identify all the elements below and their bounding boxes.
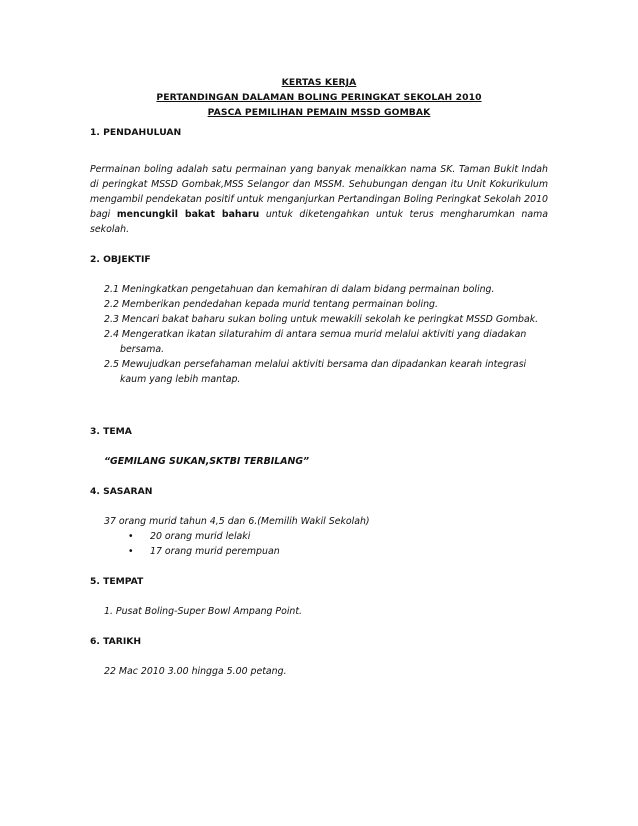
objektif-list [90,282,548,387]
objektif-item: 2.3 Mencari bakat baharu sukan boling untuk mewakili sekolah ke peringkat MSSD Gombak. [104,314,539,325]
section-heading-sasaran: 4. SASARAN [90,486,153,497]
sasaran-bullet-item [90,529,548,544]
tarikh-text: 22 Mac 2010 3.00 hingga 5.00 petang. [104,666,287,677]
sasaran-bullet-text: 20 orang murid lelaki [150,531,251,542]
title-line-3: PASCA PEMILIHAN PEMAIN MSSD GOMBAK [207,107,431,118]
tempat-text: 1. Pusat Boling-Super Bowl Ampang Point. [104,606,303,617]
objektif-item: 2.2 Memberikan pendedahan kepada murid tentang permainan boling. [104,299,438,310]
objektif-item: 2.5 Mewujudkan persefahaman melalui aktiviti bersama dan dipadankan kearah integrasi kaum yang lebih mantap. [104,359,527,385]
sasaran-bullet-text: 17 orang murid perempuan [150,546,280,557]
document-content [90,125,548,679]
title-line-1: KERTAS KERJA [281,77,357,88]
objektif-item: 2.4 Mengeratkan ikatan silaturahim di antara semua murid melalui aktiviti yang diadakan bersama. [104,329,527,355]
objektif-item: 2.1 Meningkatkan pengetahuan dan kemahiran di dalam bidang permainan boling. [104,284,495,295]
pendahuluan-text-1: Permainan boling adalah satu permainan yang banyak menaikkan nama SK. Taman Bukit Indah di peringkat MSSD Gombak,MSS Selangor dan MSSM. Sehubungan dengan itu Unit Kokurikulum mengambil pendekatan positif untuk menganjurkan Pertandingan Boling Peringkat Sekolah 2010 bagi [90,164,548,220]
tema-text: “GEMILANG SUKAN,SKTBI TERBILANG” [104,456,310,467]
sasaran-bullets [90,529,548,559]
section-heading-objektif: 2. OBJEKTIF [90,254,151,265]
sasaran-intro: 37 orang murid tahun 4,5 dan 6.(Memilih Wakil Sekolah) [104,516,370,527]
section-heading-tema: 3. TEMA [90,426,132,437]
pendahuluan-text-2: untuk diketengahkan untuk terus mengharumkan nama sekolah. [90,209,548,235]
section-heading-tempat: 5. TEMPAT [90,576,144,587]
bullet-icon: • [128,546,134,557]
pendahuluan-paragraph [90,162,548,237]
title-block [90,75,548,120]
pendahuluan-bold-text: mencungkil bakat baharu [116,209,260,220]
bullet-icon: • [128,531,134,542]
sasaran-bullet-item [90,544,548,559]
section-heading-pendahuluan: 1. PENDAHULUAN [90,127,182,138]
title-line-2: PERTANDINGAN DALAMAN BOLING PERINGKAT SEKOLAH 2010 [156,92,482,103]
section-heading-tarikh: 6. TARIKH [90,636,142,647]
